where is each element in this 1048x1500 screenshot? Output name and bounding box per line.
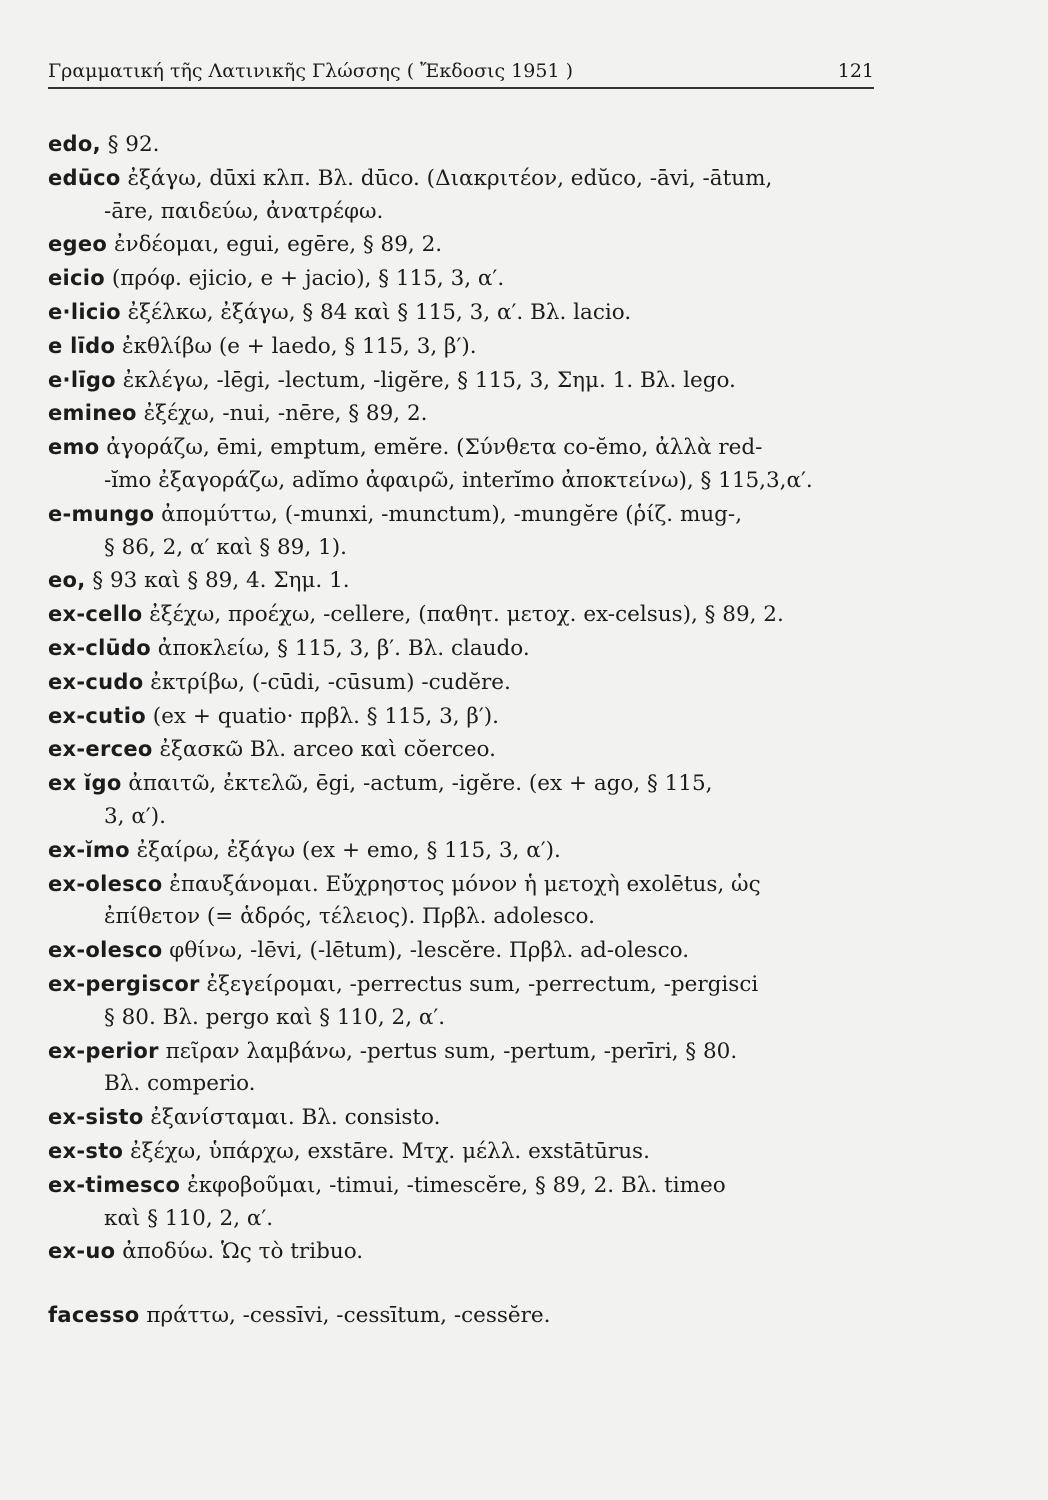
entry-expergiscor: [48, 968, 883, 1035]
entry-excudo: [48, 666, 883, 700]
entry-text: ἐξανίσταμαι. Βλ. consisto.: [143, 1105, 441, 1131]
entry-extimesco: [48, 1169, 883, 1236]
entry-text: ἐξεγείρομαι, -perrectus sum, -perrectum, -pergisci: [199, 971, 759, 997]
entry-text: § 93 καὶ § 89, 4. Σημ. 1.: [85, 568, 350, 594]
entry-continuation: -āre, παιδεύω, ἀνατρέφω.: [104, 198, 384, 224]
entry-excutio: [48, 700, 883, 734]
entry-text: § 92.: [100, 132, 160, 157]
entry-continuation: ἐπίθετον (= ἁδρός, τέλειος). Πρβλ. adolesco.: [104, 904, 595, 930]
entry-eo: [48, 564, 883, 598]
entry-text: ἀπαιτῶ, ἐκτελῶ, ēgi, -actum, -igĕre. (ex + ago, § 115,: [121, 771, 713, 797]
headword: ex-olesco: [48, 938, 163, 963]
entry-continuation: Βλ. comperio.: [104, 1071, 256, 1097]
entry-text: πεῖραν λαμβάνω, -pertus sum, -pertum, -perīri, § 80.: [158, 1038, 738, 1064]
entry-text: ἐξέχω, ὑπάρχω, exstāre. Μτχ. μέλλ. exstātūrus.: [123, 1138, 650, 1164]
entry-text: ἀποδύω. Ὡς τὸ tribuo.: [115, 1239, 364, 1265]
entry-continuation: καὶ § 110, 2, α′.: [104, 1205, 274, 1231]
headword: ex-sisto: [48, 1105, 144, 1130]
entry-text: πράττω, -cessīvi, -cessītum, -cessĕre.: [139, 1303, 551, 1329]
entry-eligo: [48, 364, 883, 398]
entry-excello: [48, 598, 883, 632]
entry-text: (ex + quatio· πρβλ. § 115, 3, β′).: [145, 703, 499, 729]
headword: ex ĭgo: [48, 771, 122, 796]
entry-exolesco-1: [48, 868, 883, 935]
headword: ex-ĭmo: [48, 837, 130, 862]
entry-emineo: [48, 397, 883, 431]
headword: ex-olesco: [48, 871, 163, 896]
entry-text: ἐξάγω, dūxi κλπ. Βλ. dūco. (Διακριτέον, edŭco, -āvi, -ātum,: [120, 165, 773, 191]
headword: ex-timesco: [48, 1172, 181, 1197]
entry-continuation: § 80. Βλ. pergo καὶ § 110, 2, α′.: [104, 1004, 446, 1030]
running-header: [48, 60, 874, 89]
headword: ex-clūdo: [48, 635, 151, 660]
section-gap: [48, 1269, 883, 1299]
entry-text: ἐξασκῶ Βλ. arceo καὶ cŏerceo.: [152, 737, 496, 763]
entry-eicio: [48, 262, 883, 296]
headword: facesso: [48, 1303, 140, 1328]
entry-edo: [48, 128, 883, 162]
entry-eximo: [48, 834, 883, 868]
entry-continuation: 3, α′).: [104, 803, 166, 829]
entry-exsisto: [48, 1101, 883, 1135]
headword: ex-perior: [48, 1038, 159, 1063]
headword: ex-pergiscor: [48, 971, 200, 996]
entry-text: ἐκτρίβω, (-cūdi, -cūsum) -cudĕre.: [143, 669, 511, 695]
header-title: Γραμματική τῆς Λατινικῆς Γλώσσης ( Ἔκδοσις 1951 ): [48, 60, 573, 82]
entry-text: ἀποκλείω, § 115, 3, β′. Βλ. claudo.: [150, 635, 530, 661]
entry-text: φθίνω, -lēvi, (-lētum), -lescĕre. Πρβλ. ad-olesco.: [162, 938, 690, 964]
dictionary-entries: [48, 128, 883, 1333]
entry-exigo: [48, 767, 883, 834]
entry-text: ἀπομύττω, (-munxi, -munctum), -mungĕre (ῥίζ. mug-,: [154, 501, 743, 527]
entry-elicio: [48, 296, 883, 330]
entry-emungo: [48, 498, 883, 565]
headword: eicio: [48, 266, 106, 291]
headword: ex-cello: [48, 602, 143, 627]
entry-continuation: § 86, 2, α′ καὶ § 89, 1).: [104, 534, 347, 560]
headword: emineo: [48, 401, 137, 426]
page-number: 121: [837, 60, 874, 82]
entry-text: ἐκλέγω, -lēgi, -lectum, -ligĕre, § 115, 3, Σημ. 1. Βλ. lego.: [115, 367, 736, 393]
headword: e·licio: [48, 299, 121, 324]
headword: ex-erceo: [48, 737, 153, 762]
headword: ex-cudo: [48, 669, 144, 694]
headword: edo,: [48, 132, 101, 156]
headword: e-mungo: [48, 501, 155, 526]
entry-text: ἐξέχω, -nui, -nēre, § 89, 2.: [136, 401, 428, 427]
headword: ex-uo: [48, 1239, 116, 1264]
entry-text: ἀγοράζω, ēmi, emptum, emĕre. (Σύνθετα co-ĕmo, ἀλλὰ red-: [99, 435, 763, 461]
headword: egeo: [48, 232, 108, 257]
entry-text: (πρόφ. ejicio, e + jacio), § 115, 3, α′.: [105, 266, 505, 292]
entry-exerceo: [48, 733, 883, 767]
entry-emo: [48, 431, 883, 498]
entry-text: ἐκφοβοῦμαι, -timui, -timescĕre, § 89, 2. Βλ. timeo: [180, 1172, 726, 1198]
headword: ex-cutio: [48, 703, 146, 728]
entry-text: ἐκθλίβω (e + laedo, § 115, 3, β′).: [115, 333, 477, 359]
entry-educo: [48, 162, 883, 229]
entry-experior: [48, 1035, 883, 1102]
headword: edūco: [48, 165, 121, 190]
entry-text: ἐπαυξάνομαι. Εὔχρηστος μόνον ἡ μετοχὴ exolētus, ὡς: [162, 871, 761, 897]
entry-exuo: [48, 1235, 883, 1269]
entry-excludo: [48, 632, 883, 666]
entry-continuation: -ĭmo ἐξαγοράζω, adĭmo ἀφαιρῶ, interĭmo ἀποκτείνω), § 115,3,α′.: [104, 467, 813, 493]
entry-text: ἐξέλκω, ἐξάγω, § 84 καὶ § 115, 3, α′. Βλ. lacio.: [120, 299, 632, 325]
headword: emo: [48, 435, 100, 460]
entry-elido: [48, 330, 883, 364]
entry-text: ἐξαίρω, ἐξάγω (ex + emo, § 115, 3, α′).: [129, 837, 561, 863]
headword: e līdo: [48, 333, 116, 358]
entry-egeo: [48, 228, 883, 262]
entry-facesso: [48, 1299, 883, 1333]
headword: eo,: [48, 568, 86, 593]
entry-text: ἐξέχω, προέχω, -cellere, (παθητ. μετοχ. ex-celsus), § 89, 2.: [142, 602, 784, 628]
entry-text: ἐνδέομαι, egui, egēre, § 89, 2.: [107, 232, 443, 258]
entry-exolesco-2: [48, 934, 883, 968]
headword: e·līgo: [48, 367, 116, 392]
headword: ex-sto: [48, 1138, 124, 1163]
entry-exsto: [48, 1135, 883, 1169]
